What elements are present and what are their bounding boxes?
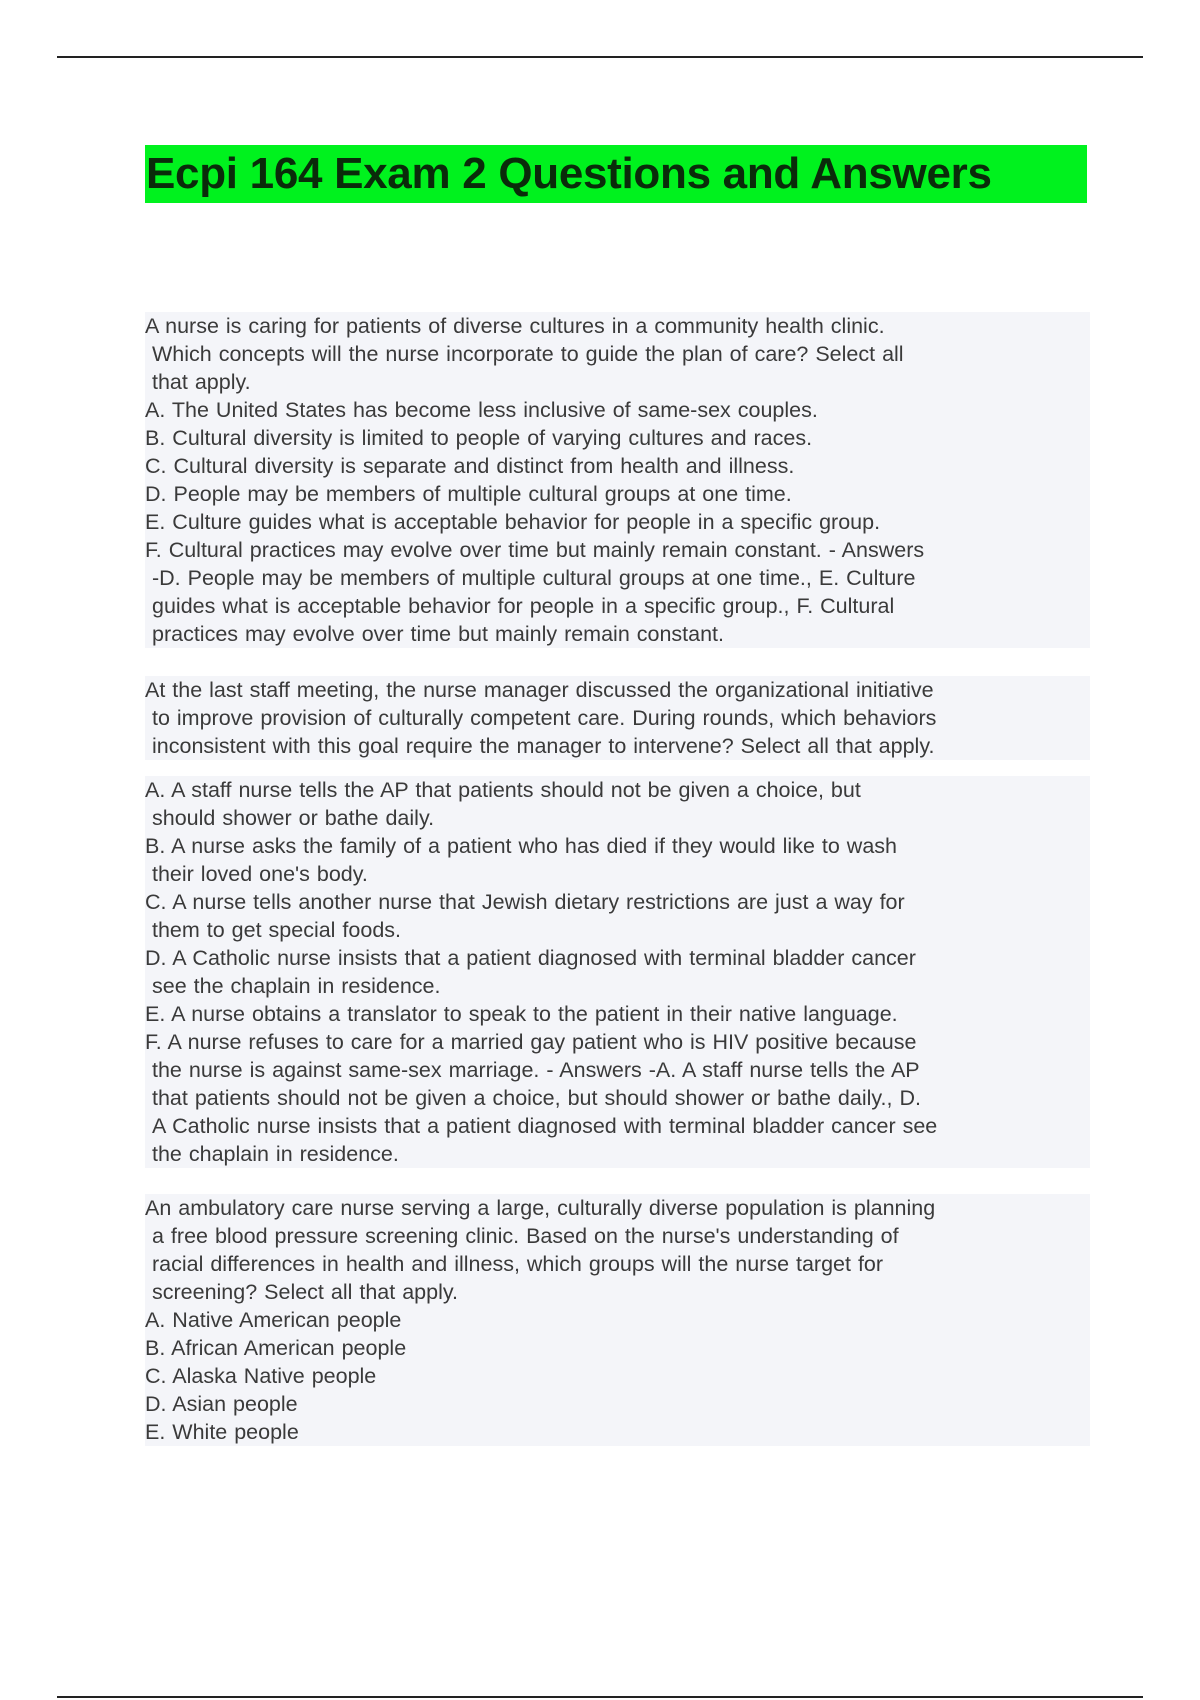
question-line: screening? Select all that apply.	[152, 1280, 458, 1304]
question-line: to improve provision of culturally competent care. During rounds, which behaviors	[152, 706, 937, 730]
question-line: An ambulatory care nurse serving a large, culturally diverse population is planning	[145, 1196, 936, 1220]
question-2-options	[145, 776, 1090, 1168]
answer-option: A. The United States has become less inclusive of same-sex couples.	[145, 398, 818, 422]
answer-key-line: guides what is acceptable behavior for people in a specific group., F. Cultural	[152, 594, 895, 618]
answer-option: A. A staff nurse tells the AP that patients should not be given a choice, but	[145, 778, 861, 802]
answer-option: D. A Catholic nurse insists that a patient diagnosed with terminal bladder cancer	[145, 946, 916, 970]
answer-option: C. Cultural diversity is separate and distinct from health and illness.	[145, 454, 795, 478]
answer-key-line: the chaplain in residence.	[152, 1142, 399, 1166]
answer-option: C. Alaska Native people	[145, 1364, 377, 1388]
answer-option: B. African American people	[145, 1336, 407, 1360]
question-line: that apply.	[152, 370, 251, 394]
answer-option: F. A nurse refuses to care for a married gay patient who is HIV positive because	[145, 1030, 917, 1054]
footer-rule	[57, 1696, 1143, 1698]
document-title: Ecpi 164 Exam 2 Questions and Answers	[146, 149, 992, 198]
answer-option: E. Culture guides what is acceptable behavior for people in a specific group.	[145, 510, 881, 534]
question-line: racial differences in health and illness, which groups will the nurse target for	[152, 1252, 884, 1276]
answer-option: A. Native American people	[145, 1308, 402, 1332]
question-1	[145, 312, 1090, 648]
answer-option: them to get special foods.	[152, 918, 402, 942]
answer-option: D. People may be members of multiple cultural groups at one time.	[145, 482, 792, 506]
question-3	[145, 1194, 1090, 1446]
header-rule	[57, 56, 1143, 58]
question-2-stem	[145, 676, 1090, 760]
answer-key-line: the nurse is against same-sex marriage. - Answers -A. A staff nurse tells the AP	[152, 1058, 920, 1082]
question-line: Which concepts will the nurse incorporate to guide the plan of care? Select all	[152, 342, 904, 366]
answer-option: should shower or bathe daily.	[152, 806, 435, 830]
answer-key-line: A Catholic nurse insists that a patient diagnosed with terminal bladder cancer see	[152, 1114, 938, 1138]
answer-option: E. White people	[145, 1420, 299, 1444]
answer-option: E. A nurse obtains a translator to speak to the patient in their native language.	[145, 1002, 898, 1026]
answer-option: F. Cultural practices may evolve over time but mainly remain constant. - Answers	[145, 538, 925, 562]
question-line: A nurse is caring for patients of diverse cultures in a community health clinic.	[145, 314, 885, 338]
answer-key-line: that patients should not be given a choice, but should shower or bathe daily., D.	[152, 1086, 921, 1110]
answer-option: B. A nurse asks the family of a patient who has died if they would like to wash	[145, 834, 897, 858]
question-line: At the last staff meeting, the nurse manager discussed the organizational initiative	[145, 678, 934, 702]
answer-option: C. A nurse tells another nurse that Jewish dietary restrictions are just a way for	[145, 890, 905, 914]
answer-key-line: practices may evolve over time but mainly remain constant.	[152, 622, 725, 646]
answer-option: B. Cultural diversity is limited to people of varying cultures and races.	[145, 426, 813, 450]
question-line: a free blood pressure screening clinic. Based on the nurse's understanding of	[152, 1224, 899, 1248]
answer-option: their loved one's body.	[152, 862, 368, 886]
title-highlight	[145, 145, 1087, 203]
question-line: inconsistent with this goal require the manager to intervene? Select all that apply.	[152, 734, 935, 758]
answer-option: see the chaplain in residence.	[152, 974, 441, 998]
answer-option: D. Asian people	[145, 1392, 298, 1416]
answer-key-line: -D. People may be members of multiple cultural groups at one time., E. Culture	[152, 566, 916, 590]
